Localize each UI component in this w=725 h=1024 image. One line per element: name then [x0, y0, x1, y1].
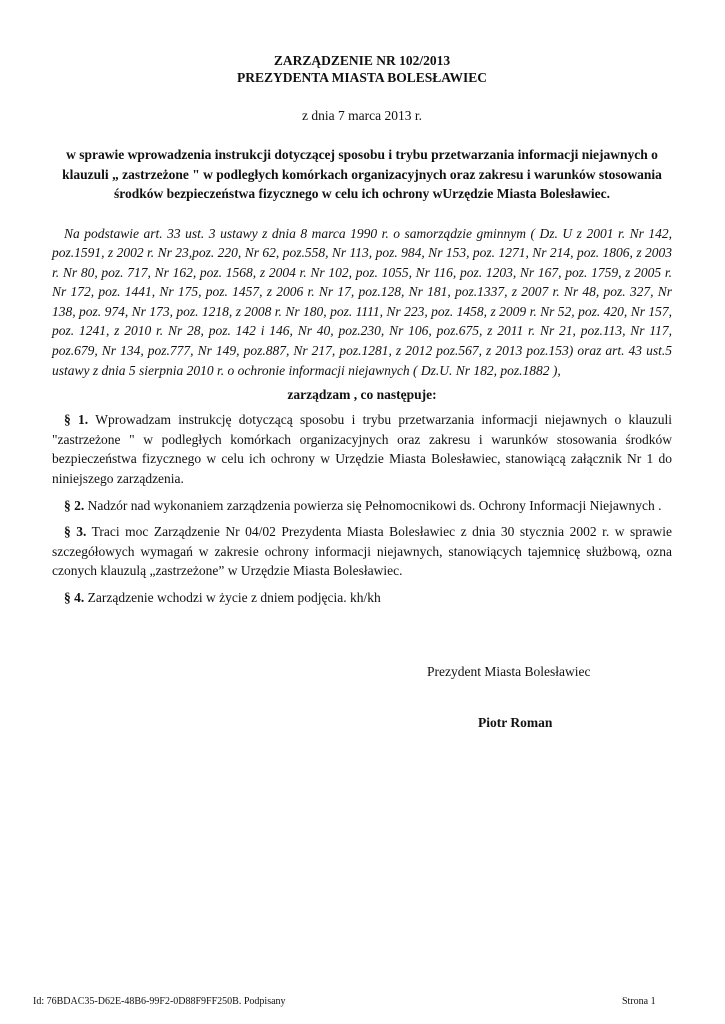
- signatory-name: Piotr Roman: [478, 715, 553, 730]
- decree-heading: zarządzam , co następuje:: [287, 387, 437, 403]
- section-number: § 1.: [64, 412, 89, 428]
- paragraph-2: [52, 496, 672, 516]
- section-number: § 3.: [64, 524, 87, 540]
- paragraph-text: Wprowadzam instrukcję dotyczącą sposobu i trybu przetwarzania informacji niejawnych o klauzuli "zastrzeżone " w podległych komórkach organizacyjnych oraz zakresu i warunków stosowania środków bezpieczeństwa fizycznego w celu ich ochrony w Urzędzie Miasta Bolesławiec, stanowiącą załącznik Nr 1 do niniejszego zarządzenia.: [52, 412, 672, 487]
- paragraph-1: [52, 410, 672, 488]
- section-number: § 4.: [64, 590, 85, 605]
- paragraph-text: Traci moc Zarządzenie Nr 04/02 Prezydenta Miasta Bolesławiec z dnia 30 stycznia 2002 r. w sprawie szczegółowych wymagań w zakresie ochrony informacji niejawnych, stanowiących tajemnicę służbową, ozna czonych klauzulą „zastrzeżone” w Urzędzie Miasta Bolesławiec.: [52, 524, 672, 579]
- document-page: [52, 0, 672, 608]
- document-issuer: PREZYDENTA MIASTA BOLESŁAWIEC: [236, 70, 488, 85]
- paragraph-4: [52, 588, 672, 608]
- signatory-role: Prezydent Miasta Bolesławiec: [427, 664, 591, 679]
- paragraph-text: Nadzór nad wykonaniem zarządzenia powierza się Pełnomocnikowi ds. Ochrony Informacji Niejawnych .: [87, 497, 662, 513]
- paragraph-text: Zarządzenie wchodzi w życie z dniem podjęcia. kh/kh: [87, 590, 381, 605]
- section-number: § 2.: [64, 497, 85, 513]
- footer-document-id: Id: 76BDAC35-D62E-48B6-99F2-0D88F9FF250B. Podpisany: [33, 996, 286, 1007]
- legal-basis: Na podstawie art. 33 ust. 3 ustawy z dnia 8 marca 1990 r. o samorządzie gminnym ( Dz. U z 2001 r. Nr 142, poz.1591, z 2002 r. Nr 23,poz. 220, Nr 62, poz.558, Nr 113, poz. 984, Nr 153, poz. 1271, Nr 214, poz. 1806, z 2003 r. Nr 80, poz. 717, Nr 162, poz. 1568, z 2004 r. Nr 102, poz. 1055, Nr 116, poz. 1203, Nr 167, poz. 1759, z 2005 r. Nr 172, poz. 1441, Nr 175, poz. 1457, z 2006 r. Nr 17, poz.128, Nr 181, poz.1337, z 2007 r. Nr 48, poz. 327, Nr 138, poz. 974, Nr 173, poz. 1218, z 2008 r. Nr 180, poz. 1111, Nr 223, poz. 1458, z 2009 r. Nr 52, poz. 420, Nr 157, poz. 1241, z 2010 r. Nr 28, poz. 142 i 146, Nr 40, poz.230, Nr 106, poz.675, z 2011 r. Nr 21, poz.113, Nr 117, poz.679, Nr 134, poz.777, Nr 149, poz.887, Nr 217, poz.1281, z 2012 poz.567, z 2013 poz.153) oraz art. 43 ust.5 ustawy z dnia 5 sierpnia 2010 r. o ochronie informacji niejawnych ( Dz.U. Nr 182, poz.1882 ),: [52, 225, 672, 378]
- document-date: z dnia 7 marca 2013 r.: [302, 108, 422, 123]
- document-subject: w sprawie wprowadzenia instrukcji dotyczącej sposobu i trybu przetwarzania informacji niejawnych o klauzuli „ zastrzeżone " w podległych komórkach organizacyjnych oraz zakresu i warunków stosowania środków bezpieczeństwa fizycznego w celu ich ochrony wUrzędzie Miasta Bolesławiec.: [62, 147, 662, 201]
- paragraph-3: [52, 522, 672, 581]
- document-title: ZARZĄDZENIE NR 102/2013: [273, 53, 451, 68]
- footer-page-number: Strona 1: [622, 996, 656, 1007]
